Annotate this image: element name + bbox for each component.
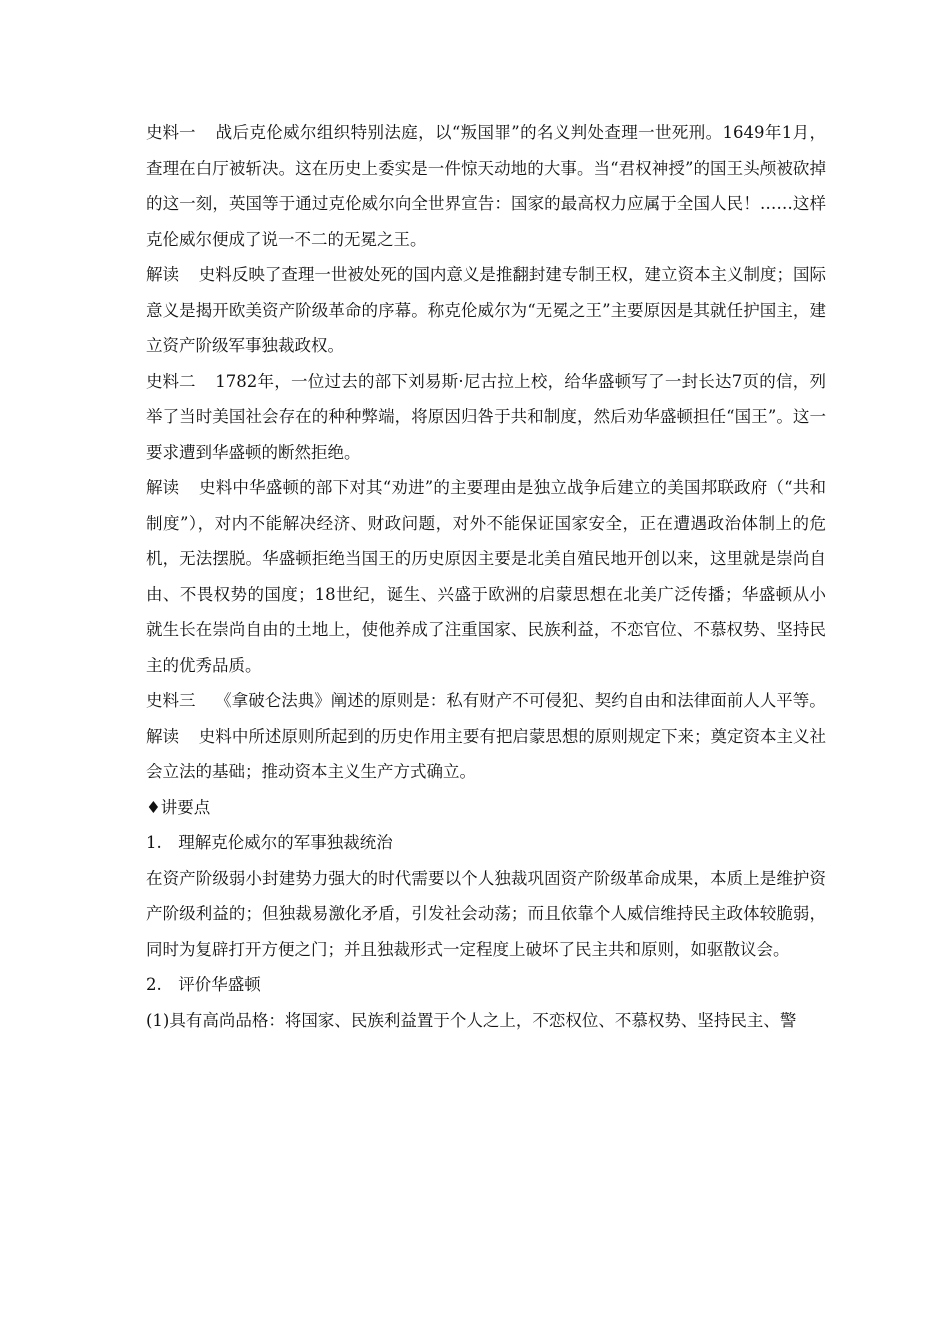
- interpretation-one-text: 史料反映了查理一世被处死的国内意义是推翻封建专制王权，建立资本主义制度；国际意义是揭开欧美资产阶级革命的序幕。称克伦威尔为“无冕之王”主要原因是其就任护国主，建立资产阶级军事独裁政权。: [146, 265, 826, 355]
- key-point-two-title: 2. 评价华盛顿: [146, 975, 261, 994]
- source-one-text: 战后克伦威尔组织特别法庭，以“叛国罪”的名义判处查理一世死刑。1649年1月，查理在白厅被斩决。这在历史上委实是一件惊天动地的大事。当“君权神授”的国王头颅被砍掉的这一刻，英国等于通过克伦威尔向全世界宣告：国家的最高权力应属于全国人民！……这样克伦威尔便成了说一不二的无冕之王。: [146, 123, 826, 249]
- key-points-heading-text: 讲要点: [160, 797, 211, 817]
- interpretation-two-paragraph: [146, 470, 826, 683]
- source-two-paragraph: [146, 364, 826, 471]
- interpretation-two-label: 解读: [146, 478, 179, 497]
- interpretation-one-label: 解读: [146, 265, 179, 284]
- source-three-text: 《拿破仑法典》阐述的原则是：私有财产不可侵犯、契约自由和法律面前人人平等。: [215, 691, 826, 710]
- key-point-one-title: 1. 理解克伦威尔的军事独裁统治: [146, 833, 393, 852]
- document-page: [146, 115, 826, 1038]
- source-two-label: 史料二: [146, 371, 196, 391]
- source-one-paragraph: [146, 115, 826, 257]
- source-one-label: 史料一: [146, 123, 196, 142]
- source-three-label: 史料三: [146, 691, 196, 710]
- source-two-text: 1782年，一位过去的部下刘易斯·尼古拉上校，给华盛顿写了一封长达7页的信，列举了当时美国社会存在的种种弊端，将原因归咎于共和制度，然后劝华盛顿担任“国王”。这一要求遭到华盛顿的断然拒绝。: [146, 371, 826, 462]
- interpretation-one-paragraph: [146, 257, 826, 364]
- key-point-two-text: (1)具有高尚品格：将国家、民族利益置于个人之上，不恋权位、不慕权势、坚持民主、警: [146, 1010, 797, 1030]
- diamond-bullet-icon: ♦: [146, 797, 161, 817]
- interpretation-three-label: 解读: [146, 726, 179, 746]
- key-points-heading: [146, 790, 826, 826]
- key-point-one-text: 在资产阶级弱小封建势力强大的时代需要以个人独裁巩固资产阶级革命成果，本质上是维护资产阶级利益的；但独裁易激化矛盾，引发社会动荡；而且依靠个人威信维持民主政体较脆弱，同时为复辟打开方便之门；并且独裁形式一定程度上破坏了民主共和原则，如驱散议会。: [146, 868, 826, 959]
- source-three-paragraph: [146, 683, 826, 719]
- interpretation-two-text: 史料中华盛顿的部下对其“劝进”的主要理由是独立战争后建立的美国邦联政府（“共和制度”），对内不能解决经济、财政问题，对外不能保证国家安全，正在遭遇政治体制上的危机，无法摆脱。华盛顿拒绝当国王的历史原因主要是北美自殖民地开创以来，这里就是崇尚自由、不畏权势的国度；18世纪，诞生、兴盛于欧洲的启蒙思想在北美广泛传播；华盛顿从小就生长在崇尚自由的土地上，使他养成了注重国家、民族利益，不恋官位、不慕权势、坚持民主的优秀品质。: [146, 478, 826, 675]
- interpretation-three-paragraph: [146, 719, 826, 790]
- interpretation-three-text: 史料中所述原则所起到的历史作用主要有把启蒙思想的原则规定下来；奠定资本主义社会立法的基础；推动资本主义生产方式确立。: [146, 726, 826, 781]
